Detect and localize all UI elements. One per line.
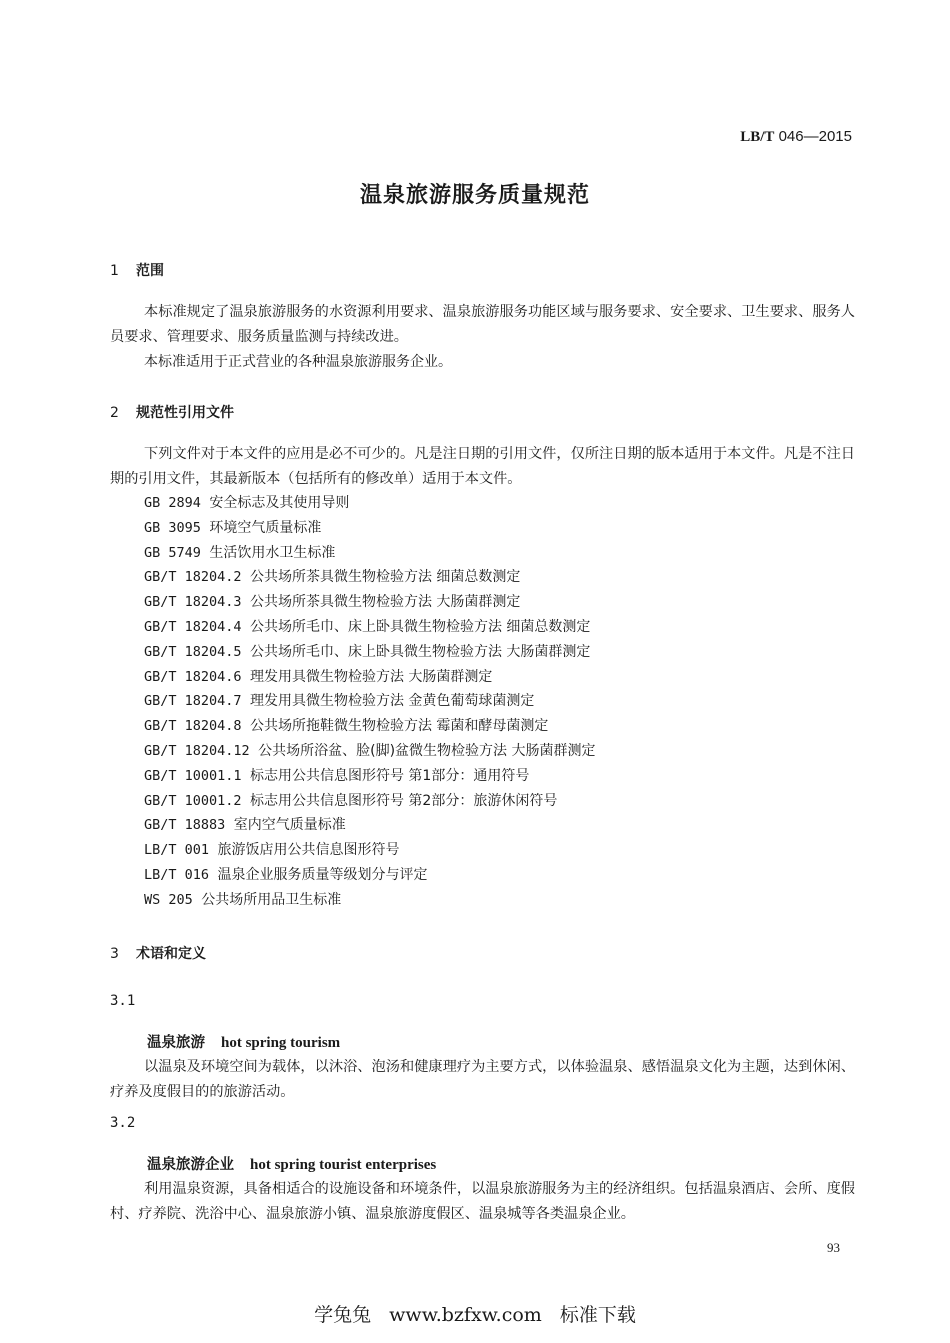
reference-item: GB/T 18204.5 公共场所毛巾、床上卧具微生物检验方法 大肠菌群测定 (144, 643, 591, 660)
reference-item: GB 5749 生活饮用水卫生标准 (144, 544, 336, 561)
section-title: 范围 (136, 263, 164, 279)
footer-watermark: 学兔兔 www.bzfxw.com 标准下载 (314, 1304, 636, 1326)
reference-item: GB/T 18204.3 公共场所茶具微生物检验方法 大肠菌群测定 (144, 594, 521, 611)
reference-item: GB/T 18883 室内空气质量标准 (144, 817, 346, 834)
reference-item: LB/T 001 旅游饭店用公共信息图形符号 (144, 842, 400, 859)
reference-item: GB 3095 环境空气质量标准 (144, 519, 322, 536)
reference-item: GB/T 18204.6 理发用具微生物检验方法 大肠菌群测定 (144, 668, 493, 685)
section-number: 3 (110, 946, 119, 962)
section-2-heading (110, 402, 234, 422)
scope-paragraph-1: 本标准规定了温泉旅游服务的水资源利用要求、温泉旅游服务功能区域与服务要求、安全要求、卫生要求、服务人员要求、管理要求、服务质量监测与持续改进。 (110, 304, 855, 345)
reference-item: GB/T 18204.4 公共场所毛巾、床上卧具微生物检验方法 细菌总数测定 (144, 618, 591, 635)
references-intro-paragraph: 下列文件对于本文件的应用是必不可少的。凡是注日期的引用文件，仅所注日期的版本适用于本文件。凡是不注日期的引用文件，其最新版本（包括所有的修改单）适用于本文件。 (110, 446, 855, 487)
definition-3-1: 以温泉及环境空间为载体，以沐浴、泡汤和健康理疗为主要方式，以体验温泉、感悟温泉文化为主题，达到休闲、疗养及度假目的的旅游活动。 (110, 1059, 855, 1100)
reference-item: GB/T 18204.2 公共场所茶具微生物检验方法 细菌总数测定 (144, 569, 521, 586)
reference-item: WS 205 公共场所用品卫生标准 (144, 891, 342, 908)
normative-references-list (144, 491, 595, 913)
reference-item: GB 2894 安全标志及其使用导则 (144, 495, 350, 511)
reference-item: GB/T 18204.12 公共场所浴盆、脸(脚)盆微生物检验方法 大肠菌群测定 (144, 742, 596, 759)
section-1-heading (110, 260, 164, 280)
term-english: hot spring tourist enterprises (250, 1157, 437, 1173)
scope-paragraph-2: 本标准适用于正式营业的各种温泉旅游服务企业。 (144, 354, 452, 370)
reference-item: LB/T 016 温泉企业服务质量等级划分与评定 (144, 866, 428, 883)
section-number: 2 (110, 405, 119, 421)
section-title: 规范性引用文件 (136, 405, 234, 421)
page-number: 93 (827, 1240, 840, 1255)
section-number: 1 (110, 263, 119, 279)
reference-item: GB/T 10001.1 标志用公共信息图形符号 第1部分：通用符号 (144, 767, 530, 784)
term-chinese: 温泉旅游企业 (147, 1157, 234, 1173)
term-english: hot spring tourism (221, 1035, 341, 1051)
section-3-heading (110, 943, 206, 963)
document-title: 温泉旅游服务质量规范 (359, 183, 590, 208)
clause-number-3-2: 3.2 (110, 1115, 136, 1131)
section-title: 术语和定义 (136, 946, 206, 962)
reference-item: GB/T 10001.2 标志用公共信息图形符号 第2部分：旅游休闲符号 (144, 792, 558, 809)
reference-item: GB/T 18204.7 理发用具微生物检验方法 金黄色葡萄球菌测定 (144, 693, 535, 710)
standard-code: LB/T 046—2015 (740, 128, 852, 145)
term-chinese: 温泉旅游 (147, 1035, 205, 1051)
term-3-2 (147, 1153, 436, 1174)
clause-number-3-1: 3.1 (110, 993, 136, 1009)
reference-item: GB/T 18204.8 公共场所拖鞋微生物检验方法 霉菌和酵母菌测定 (144, 718, 549, 735)
definition-3-2: 利用温泉资源，具备相适合的设施设备和环境条件，以温泉旅游服务为主的经济组织。包括温泉酒店、会所、度假村、疗养院、洗浴中心、温泉旅游小镇、温泉旅游度假区、温泉城等各类温泉企业。 (110, 1181, 855, 1222)
term-3-1 (147, 1031, 340, 1052)
